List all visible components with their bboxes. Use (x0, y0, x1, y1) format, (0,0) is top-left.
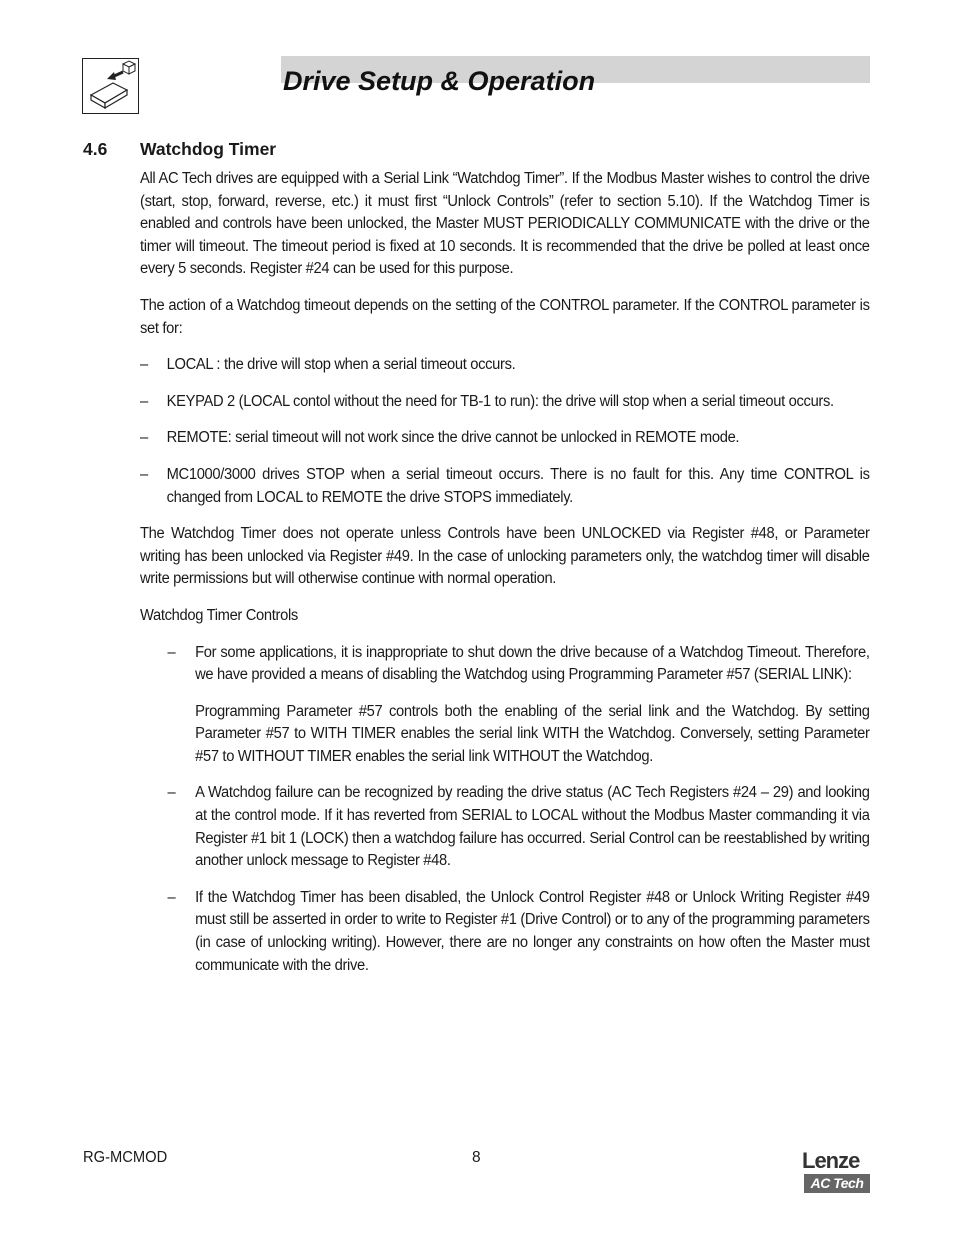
list-item (140, 464, 870, 509)
dash-bullet: – (140, 429, 148, 447)
unlock-paragraph: The Watchdog Timer does not operate unless Controls have been UNLOCKED via Register #48, or Parameter writing has been unlocked via Register #49. In the case of unlocking parameters only, the watchdog timer will disable write permissions but will otherwise continue with normal operation. (140, 525, 870, 588)
footer-doc-code: RG-MCMOD (83, 1149, 168, 1166)
dash-bullet: – (167, 784, 176, 802)
list-item (140, 354, 870, 377)
list-item (140, 427, 870, 450)
dash-bullet: – (140, 392, 148, 410)
dash-bullet: – (140, 465, 148, 483)
section-heading (83, 139, 276, 160)
actech-logo: AC Tech (804, 1174, 870, 1193)
dash-bullet: – (140, 356, 148, 374)
intro-paragraph: All AC Tech drives are equipped with a Serial Link “Watchdog Timer”. If the Modbus Master wishes to control the drive (start, stop, forward, reverse, etc.) it must first “Unlock Controls” (refer to section 5.10). If the Watchdog Timer is enabled and controls have been unlocked, the Master MUST PERIODICALLY COMMUNICATE with the drive or the timer will timeout. The timeout period is fixed at 10 seconds. It is recommended that the drive be polled at least once every 5 seconds. Register #24 can be used for this purpose. (140, 170, 870, 278)
list-item-text: REMOTE: serial timeout will not work since the drive cannot be unlocked in REMOTE mode. (166, 429, 740, 447)
body-content (140, 168, 870, 991)
lenze-logo: Lenze (802, 1148, 860, 1173)
subheading: Watchdog Timer Controls (140, 606, 298, 624)
page-title: Drive Setup & Operation (283, 66, 596, 96)
list-item-text: For some applications, it is inappropriate to shut down the drive because of a Watchdog Timeout. Therefore, we have provided a means of disabling the Watchdog using Programming Parameter #57 (SERIAL LINK): (195, 643, 870, 684)
page-number: 8 (472, 1149, 481, 1166)
list-item (168, 782, 870, 872)
list-item (168, 887, 870, 977)
list-item-text: KEYPAD 2 (LOCAL contol without the need for TB-1 to run): the drive will stop when a serial timeout occurs. (166, 392, 834, 410)
section-number: 4.6 (83, 139, 108, 159)
manual-book-icon (82, 58, 139, 114)
list-item (140, 391, 870, 414)
section-title: Watchdog Timer (140, 139, 277, 159)
list-item-text: MC1000/3000 drives STOP when a serial timeout occurs. There is no fault for this. Any time CONTROL is changed from LOCAL to REMOTE the drive STOPS immediately. (166, 465, 870, 506)
controls-list (168, 642, 870, 978)
list-item-text: If the Watchdog Timer has been disabled, the Unlock Control Register #48 or Unlock Writing Register #49 must still be asserted in order to write to Register #1 (Drive Control) or to any of the programming parameters (in case of unlocking writing). However, there are no longer any constraints on how often the Master must communicate with the drive. (195, 888, 870, 974)
list-item-text: A Watchdog failure can be recognized by reading the drive status (AC Tech Registers #24 – 29) and looking at the control mode. If it has reverted from SERIAL to LOCAL without the Modbus Master commanding it via Register #1 bit 1 (LOCK) then a watchdog failure has occurred. Serial Control can be reestablished by writing another unlock message to Register #48. (195, 784, 870, 870)
dash-bullet: – (167, 888, 176, 906)
list-item-text: LOCAL : the drive will stop when a serial timeout occurs. (166, 356, 516, 374)
control-intro-paragraph: The action of a Watchdog timeout depends on the setting of the CONTROL parameter. If the CONTROL parameter is set for: (140, 296, 870, 337)
dash-bullet: – (167, 643, 176, 661)
list-item-continuation: Programming Parameter #57 controls both the enabling of the serial link and the Watchdog. By setting Parameter #57 to WITH TIMER enables the serial link WITH the Watchdog. Conversely, setting Parameter #57 to WITHOUT TIMER enables the serial link WITHOUT the Watchdog. (195, 702, 870, 765)
list-item (168, 642, 870, 687)
